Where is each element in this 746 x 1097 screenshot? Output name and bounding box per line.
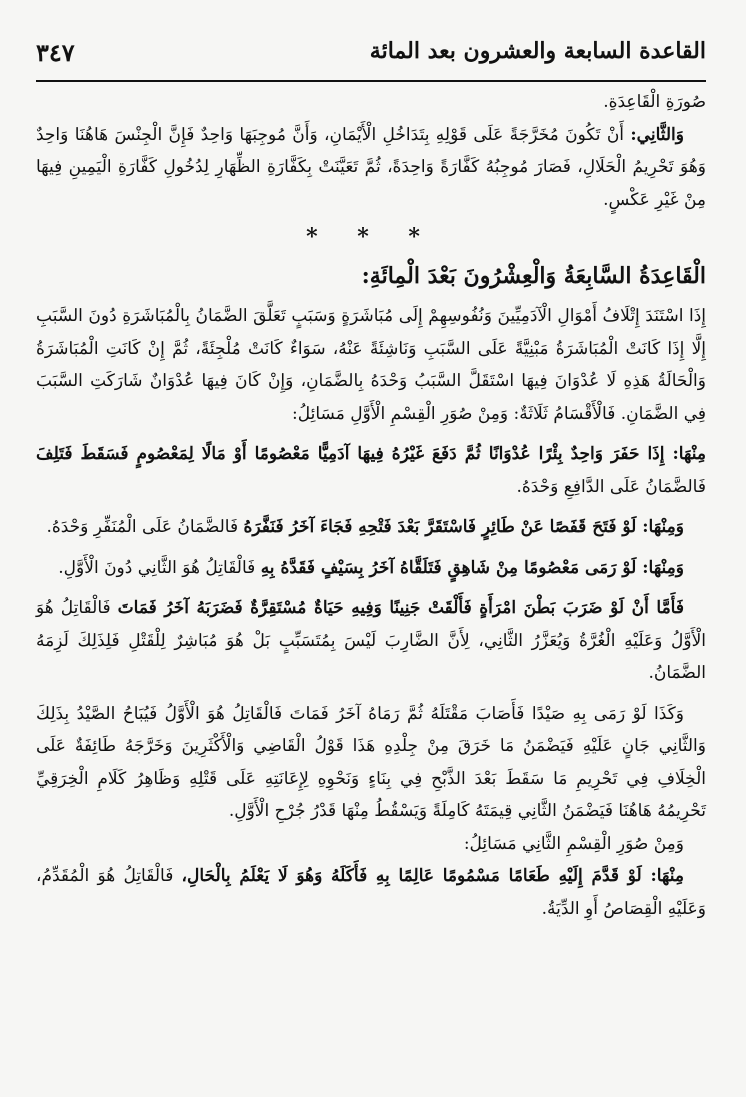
paragraph-lead: وَمِنْهَا: لَوْ فَتَحَ قَفَصًا عَنْ طَائِرٍ فَاسْتَقَرَّ بَعْدَ فَتْحِهِ فَجَاءَ آخَرُ فَنَفَّرَهُ [243, 517, 684, 537]
paragraph-text: فَالْقَاتِلُ هُوَ الْأَوَّلُ وَعَلَيْهِ الْغُرَّةُ وَيُعَزَّرُ الثَّانِي، لِأَنَّ الضَّارِبَ لَيْسَ بِمُتَسَبِّبٍ بَلْ هُوَ مُبَاشِرٌ لِلْقَتْلِ فَلِذَلِكَ لَزِمَهُ الضَّمَانُ. [36, 598, 706, 683]
paragraph [36, 511, 706, 544]
paragraph-lead: مِنْهَا: لَوْ قَدَّمَ إِلَيْهِ طَعَامًا مَسْمُومًا عَالِمًا بِهِ فَأَكَلَهُ وَهُوَ لَا يَعْلَمُ بِالْحَالِ، [181, 866, 684, 886]
paragraph [36, 860, 706, 925]
paragraph-lead: وَمِنْهَا: لَوْ رَمَى مَعْصُومًا مِنْ شَاهِقٍ فَتَلَقَّاهُ آخَرُ بِسَيْفٍ فَقَدَّهُ بِهِ [260, 557, 684, 578]
page-header [36, 34, 706, 82]
paragraph-lead: فَأَمَّا أَنْ لَوْ ضَرَبَ بَطْنَ امْرَأَةٍ فَأَلْقَتْ جَنِينًا وَفِيهِ حَيَاةٌ مُسْتَقِرَّةٌ فَضَرَبَهُ آخَرُ فَمَاتَ [117, 598, 684, 618]
paragraph-text: فَالضَّمَانُ عَلَى الدَّافِعِ وَحْدَهُ. [516, 476, 706, 497]
page-number: ٣٤٧ [36, 38, 75, 67]
paragraph-lead: وَالثَّانِي: [630, 124, 684, 145]
paragraph-lead: مِنْهَا: إِذَا حَفَرَ وَاحِدٌ بِئْرًا عُدْوَانًا ثُمَّ دَفَعَ غَيْرُهُ فِيهَا آدَمِيًّا مَعْصُومًا أَوْ مَالًا لِمَعْصُومٍ فَسَقَطَ فَتَلِفَ [36, 444, 706, 464]
page-body [36, 86, 706, 925]
paragraph: وَمِنْ صُوَرِ الْقِسْمِ الثَّانِي مَسَائِلُ: [463, 833, 684, 854]
paragraph-text: فَالْقَاتِلُ هُوَ الثَّانِي دُونَ الْأَوَّلِ. [58, 557, 261, 578]
paragraph-text: فَالضَّمَانُ عَلَى الْمُنَفِّرِ وَحْدَهُ. [46, 517, 244, 537]
paragraph: وَكَذَا لَوْ رَمَى بِهِ صَيْدًا فَأَصَابَ مَقْتَلَهُ ثُمَّ رَمَاهُ آخَرُ فَمَاتَ فَالْقَاتِلُ هُوَ الْأَوَّلُ فَيُبَاحُ الصَّيْدُ بِذَلِكَ وَالثَّانِي جَانٍ عَلَيْهِ فَيَضْمَنُ مَا خَرَقَ مِنْ جِلْدِهِ هَذَا قَوْلُ الْقَاضِي وَالْأَكْثَرِينَ وَخَرَّجَهُ طَائِفَةٌ عَلَى الْخِلَافِ فِي تَحْرِيمِ مَا سَقَطَ بَعْدَ الذَّبْحِ فِي بِنَاءٍ وَنَحْوِهِ لِإِعَانَتِهِ عَلَى قَتْلِهِ وَظَاهِرُ كَلَامِ الْخِرَقِيِّ تَحْرِيمُهُ هَاهُنَا فَيَضْمَنُ الثَّانِي قِيمَتَهُ كَامِلَةً وَيَسْقُطُ مِنْهَا قَدْرُ جُرْحِ الْأَوَّلِ. [36, 703, 706, 821]
section-heading: الْقَاعِدَةُ السَّابِعَةُ وَالْعِشْرُونَ بَعْدَ الْمِائَةِ: [361, 263, 706, 289]
paragraph [36, 119, 706, 217]
paragraph [36, 438, 706, 503]
paragraph [36, 592, 706, 690]
section-divider-stars: * * * [306, 224, 436, 250]
running-title: القاعدة السابعة والعشرون بعد المائة [369, 38, 706, 64]
paragraph: إِذَا اسْتَنَدَ إِتْلَافُ أَمْوَالِ الْآدَمِيِّينَ وَنُفُوسِهِمْ إِلَى مُبَاشَرَةٍ وَسَبَبٍ تَعَلَّقَ الضَّمَانُ بِالْمُبَاشَرَةِ دُونَ السَّبَبِ إِلَّا إِذَا كَانَتْ الْمُبَاشَرَةُ مَبْنِيَّةً عَلَى السَّبَبِ وَنَاشِئَةً عَنْهُ، سَوَاءٌ كَانَتْ مُلْجِئَةً، ثُمَّ إِنْ كَانَتِ الْمُبَاشَرَةُ وَالْحَالَةُ هَذِهِ لَا عُدْوَانَ فِيهَا اسْتَقَلَّ السَّبَبُ وَحْدَهُ بِالضَّمَانِ، وَإِنْ كَانَ فِيهَا عُدْوَانٌ شَارَكَتِ السَّبَبَ فِي الضَّمَانِ. فَالْأَقْسَامُ ثَلَاثَةٌ: وَمِنْ صُوَرِ الْقِسْمِ الْأَوَّلِ مَسَائِلُ: [36, 306, 706, 424]
paragraph: صُورَةِ الْقَاعِدَةِ. [603, 92, 706, 112]
paragraph-text: أَنْ تَكُونَ مُخَرَّجَةً عَلَى قَوْلِهِ بِتَدَاخُلِ الْأَيْمَانِ، وَأَنَّ مُوجِبَهَا وَاحِدٌ فَإِنَّ الْجِنْسَ هَاهُنَا وَاحِدٌ وَهُوَ تَحْرِيمُ الْحَلَالِ، فَصَارَ مُوجِبُهُ كَفَّارَةً وَاحِدَةً، ثُمَّ تَعَيَّنَتْ بِكَفَّارَةِ الظِّهَارِ لِدُخُولِ كَفَّارَةِ الْيَمِينِ فِيهَا مِنْ غَيْرِ عَكْسٍ. [36, 124, 706, 210]
paragraph [36, 552, 706, 585]
paragraph-text: فَالْقَاتِلُ هُوَ الْمُقَدِّمُ، وَعَلَيْهِ الْقِصَاصُ أَوِ الدِّيَةُ. [36, 866, 706, 919]
